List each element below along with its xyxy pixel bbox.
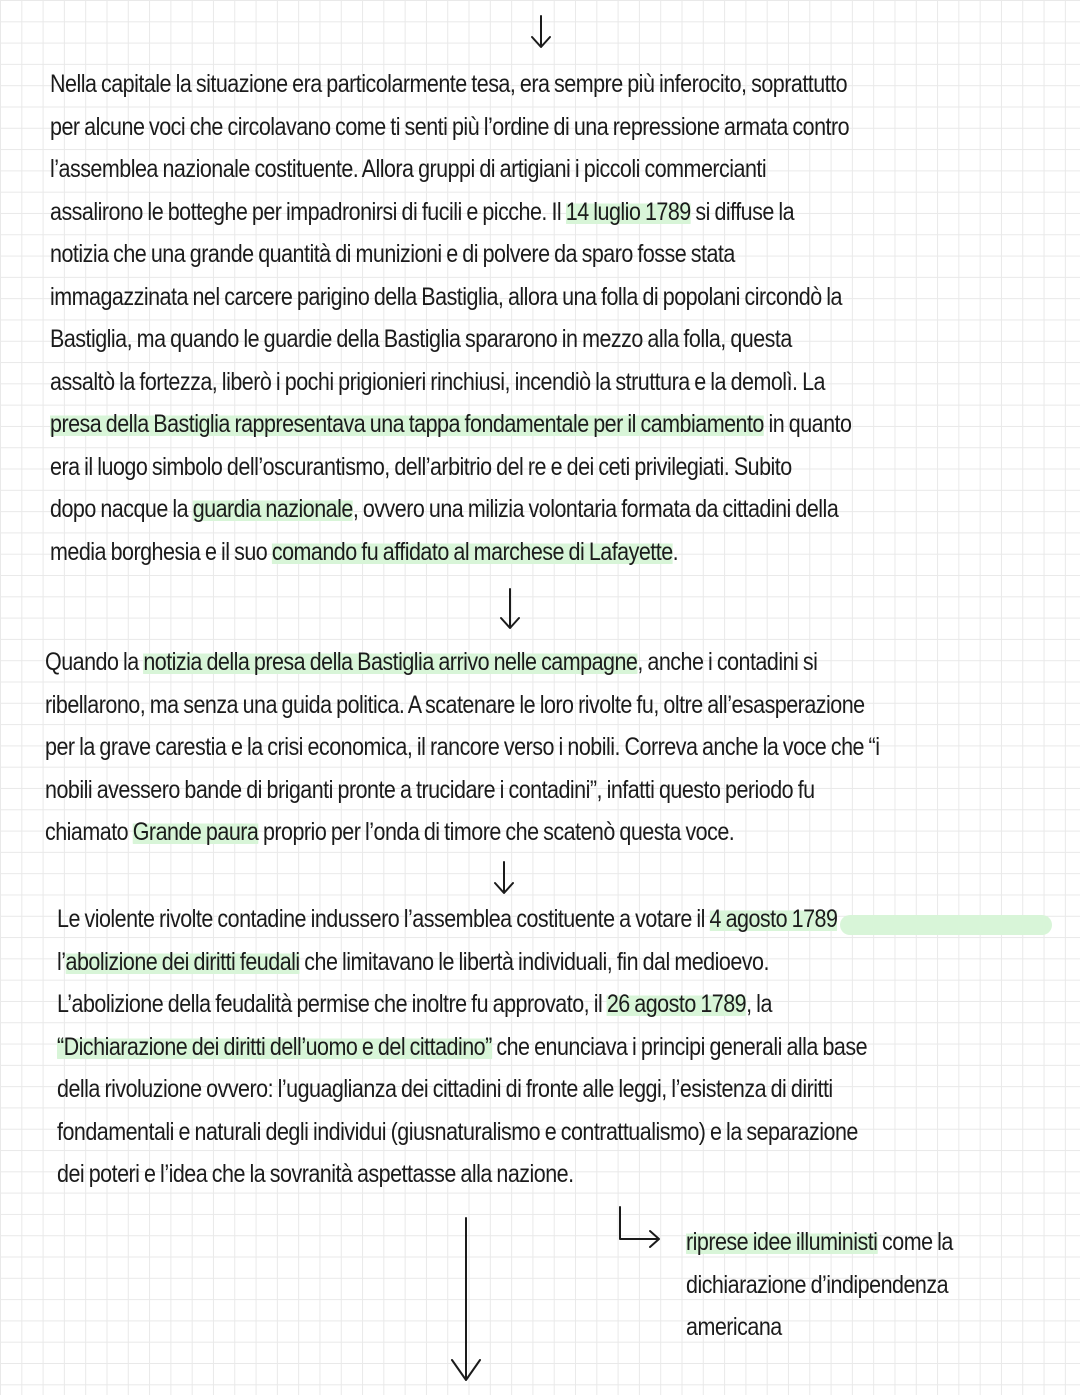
text-line: Le violente rivolte contadine indussero l’assemblea costituente a votare il 4 agosto 1789 [57,905,838,933]
text-line: assaltò la fortezza, liberò i pochi prigionieri rinchiusi, incendiò la struttura e la demolì. La [50,367,825,396]
text-line: l’abolizione dei diritti feudali che limitavano le libertà individuali, fin dal medioevo. [57,947,769,976]
highlight-term: abolizione dei diritti feudali [65,947,300,976]
highlight-phrase: comando fu affidato al marchese di Lafayette [271,537,673,566]
text-line: dei poteri e l’idea che la sovranità aspettasse alla nazione. [57,1160,574,1188]
highlight-date: 14 luglio 1789 [565,197,691,226]
text-line: per alcune voci che circolavano come ti senti più l’ordine di una repressione armata contro [50,112,850,141]
paragraph-diritti [57,898,1063,1196]
text-line: fondamentali e naturali degli individui (giusnaturalismo e contrattualismo) e la separazione [57,1117,858,1146]
text-line: immagazzinata nel carcere parigino della Bastiglia, allora una folla di popolani circondò la [50,282,842,311]
arrow-down-icon [497,585,523,633]
text-line: riprese idee illuministi come la [686,1228,953,1256]
text-line: media borghesia e il suo comando fu affidato al marchese di Lafayette. [50,537,679,566]
text-line: “Dichiarazione dei diritti dell’uomo e del cittadino” che enunciava i principi generali alla base [57,1032,868,1061]
text-line: Quando la notizia della presa della Bastiglia arrivo nelle campagne, anche i contadini si [45,648,818,676]
text-line: Bastiglia, ma quando le guardie della Bastiglia spararono in mezzo alla folla, questa [50,325,792,353]
highlight-phrase: presa della Bastiglia rappresentava una tappa fondamentale per il cambiamento [50,410,764,438]
highlight-phrase: riprese idee illuministi [686,1228,878,1256]
text-line: Nella capitale la situazione era particolarmente tesa, era sempre più inferocito, soprattutto [50,70,848,98]
highlight-date: 26 agosto 1789 [606,990,747,1018]
arrow-down-icon [528,12,554,52]
text-line: L’abolizione della feudalità permise che inoltre fu approvato, il 26 agosto 1789, la [57,990,772,1018]
text-line: ribellarono, ma senza una guida politica. A scatenare le loro rivolte fu, oltre all’esasperazione [45,690,865,719]
text-line: chiamato Grande paura proprio per l’onda di timore che scatenò questa voce. [45,818,735,846]
text-line: nobili avessero bande di briganti pronte a trucidare i contadini”, infatti questo periodo fu [45,775,815,804]
highlight-phrase: notizia della presa della Bastiglia arrivo nelle campagne [143,648,638,676]
text-line: della rivoluzione ovvero: l’uguaglianza dei cittadini di fronte alle leggi, l’esistenza di diritti [57,1075,833,1103]
side-note [686,1221,1047,1349]
paragraph-grande-paura [45,641,1051,854]
arrow-right-hook-icon [612,1203,664,1253]
text-line: notizia che una grande quantità di munizioni e di polvere da sparo fosse stata [50,240,735,268]
highlight-term: “Dichiarazione dei diritti dell’uomo e del cittadino” [57,1032,492,1061]
highlight-term: Grande paura [132,818,259,846]
arrow-down-icon [491,858,517,898]
highlight-date: 4 agosto 1789 [709,905,838,933]
highlight-term: guardia nazionale [192,495,353,523]
text-line: dopo nacque la guardia nazionale, ovvero una milizia volontaria formata da cittadini della [50,495,839,523]
paragraph-bastiglia [50,63,1030,573]
text-line: era il luogo simbolo dell’oscurantismo, dell’arbitrio del re e dei ceti privilegiati. Subito [50,452,792,481]
text-line: presa della Bastiglia rappresentava una tappa fondamentale per il cambiamento in quanto [50,410,852,438]
text-line: per la grave carestia e la crisi economica, il rancore verso i nobili. Correva anche la voce che “i [45,733,880,761]
text-line: dichiarazione d’indipendenza [686,1270,949,1299]
text-line: l’assemblea nazionale costituente. Allora gruppi di artigiani i piccoli commercianti [50,155,767,183]
text-line: americana [686,1313,782,1341]
text-line: assalirono le botteghe per impadronirsi di fucili e picche. Il 14 luglio 1789 si diffuse la [50,197,795,226]
arrow-down-long-icon [448,1214,484,1384]
